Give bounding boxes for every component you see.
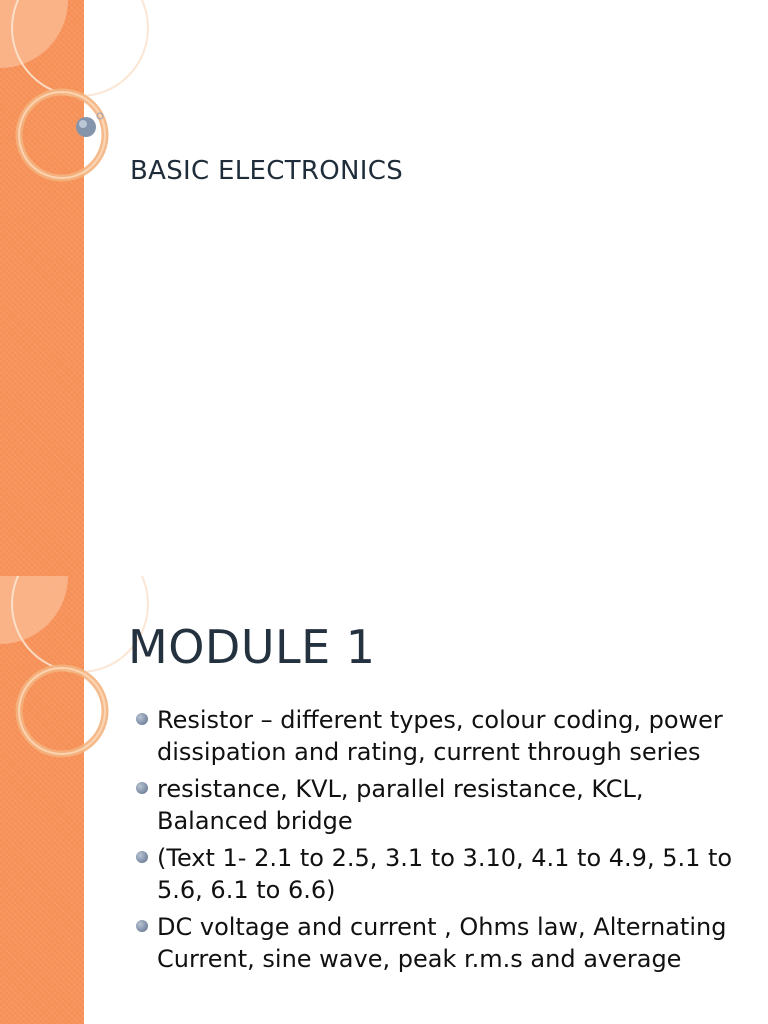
bullet-text: (Text 1- 2.1 to 2.5, 3.1 to 3.10, 4.1 to 4.9, 5.1 to 5.6, 6.1 to 6.6)	[157, 844, 733, 904]
orb-icon	[76, 117, 96, 137]
list-item	[134, 842, 734, 906]
list-item	[134, 911, 734, 975]
bullet-icon	[136, 851, 148, 863]
bullet-icon	[136, 782, 148, 794]
bullet-icon	[136, 920, 148, 932]
bullet-text: resistance, KVL, parallel resistance, KCL, Balanced bridge	[157, 775, 644, 835]
module-title: MODULE 1	[128, 620, 376, 674]
list-item	[134, 704, 734, 768]
bullet-list	[134, 704, 734, 980]
bullet-text: DC voltage and current , Ohms law, Alternating Current, sine wave, peak r.m.s and average	[157, 913, 727, 973]
slide-2	[0, 576, 768, 1024]
list-item	[134, 773, 734, 837]
slide-title: BASIC ELECTRONICS	[130, 156, 403, 186]
bullet-text: Resistor – different types, colour coding, power dissipation and rating, current through series	[157, 706, 723, 766]
bullet-icon	[136, 713, 148, 725]
